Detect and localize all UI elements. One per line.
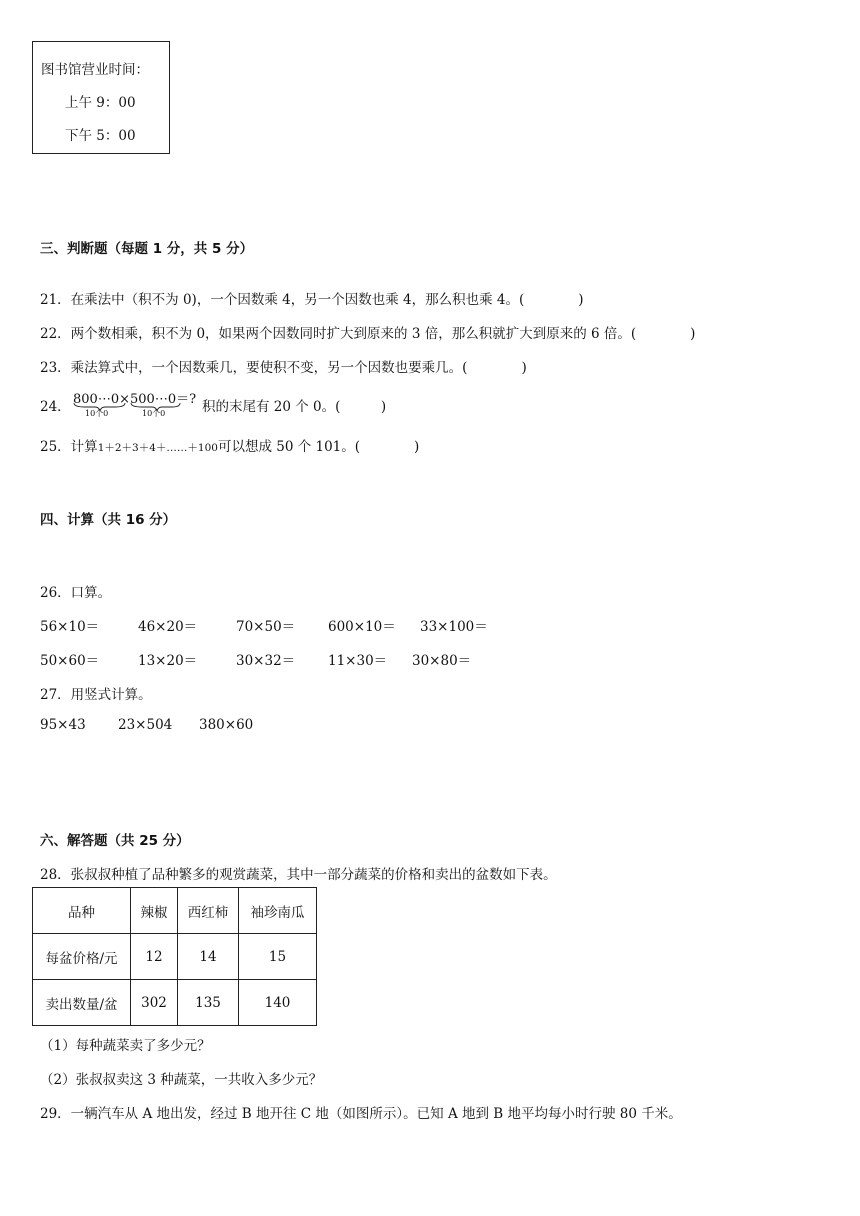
- question-24-prefix: 24．: [40, 399, 71, 415]
- question-21: 21．在乘法中（积不为 0)，一个因数乘 4，另一个因数也乘 4，那么积也乘 4。( ): [40, 292, 584, 308]
- question-25-prefix: 25．计算: [40, 439, 98, 455]
- table-cell: 15: [239, 934, 317, 980]
- question-22: 22．两个数相乘，积不为 0，如果两个因数同时扩大到原来的 3 倍，那么积就扩大到原来的 6 倍。( ): [40, 326, 696, 342]
- oral-calc-item: 600×10＝: [328, 619, 396, 635]
- section-4-heading: 四、计算（共 16 分）: [40, 512, 177, 528]
- table-cell: 14: [178, 934, 239, 980]
- question-28-part-2: （2）张叔叔卖这 3 种蔬菜，一共收入多少元？: [40, 1072, 323, 1088]
- question-25: [40, 435, 419, 455]
- table-header-cell: 西红柿: [178, 888, 239, 934]
- vertical-calc-item: 23×504: [118, 717, 173, 733]
- question-27: 27．用竖式计算。: [40, 687, 152, 703]
- table-row: [33, 888, 317, 934]
- vertical-calc-item: 95×43: [40, 717, 86, 733]
- oral-calc-item: 70×50＝: [236, 619, 296, 635]
- library-hours-box: [32, 41, 170, 154]
- oral-calc-item: 33×100＝: [420, 619, 488, 635]
- library-hours-title: 图书馆营业时间：: [41, 62, 149, 78]
- oral-calc-item: 30×32＝: [236, 653, 296, 669]
- library-hours-am: 上午 9：00: [65, 95, 136, 111]
- oral-calc-item: 30×80＝: [412, 653, 472, 669]
- question-23: 23．乘法算式中，一个因数乘几，要使积不变，另一个因数也要乘几。( ): [40, 360, 527, 376]
- q24-times: ×: [119, 392, 130, 407]
- oral-calc-item: 50×60＝: [40, 653, 100, 669]
- question-28: 28．张叔叔种植了品种繁多的观赏蔬菜，其中一部分蔬菜的价格和卖出的盆数如下表。: [40, 867, 557, 883]
- question-26: 26．口算。: [40, 585, 112, 601]
- q24-term-a: 800⋯0: [73, 392, 120, 407]
- question-28-part-1: （1）每种蔬菜卖了多少元？: [40, 1038, 211, 1054]
- table-cell: 12: [131, 934, 178, 980]
- question-29: 29．一辆汽车从 A 地出发，经过 B 地开往 C 地（如图所示）。已知 A 地到 B 地平均每小时行驶 80 千米。: [40, 1106, 682, 1122]
- table-header-cell: 辣椒: [131, 888, 178, 934]
- q24-under-a: 10个0: [85, 409, 109, 418]
- question-25-expression: 1＋2＋3＋4＋……＋100: [97, 442, 218, 454]
- oral-calc-item: 56×10＝: [40, 619, 100, 635]
- table-cell: 135: [178, 980, 239, 1026]
- question-24: [40, 395, 71, 415]
- library-hours-pm: 下午 5：00: [65, 128, 136, 144]
- oral-calc-item: 46×20＝: [138, 619, 198, 635]
- vertical-calc-item: 380×60: [199, 717, 254, 733]
- table-header-cell: 袖珍南瓜: [239, 888, 317, 934]
- table-cell: 302: [131, 980, 178, 1026]
- oral-calc-item: 13×20＝: [138, 653, 198, 669]
- table-row: [33, 980, 317, 1026]
- q24-under-b: 10个0: [142, 409, 166, 418]
- table-header-cell: 品种: [33, 888, 131, 934]
- table-cell: 140: [239, 980, 317, 1026]
- section-6-heading: 六、解答题（共 25 分）: [40, 833, 190, 849]
- oral-calc-item: 11×30＝: [328, 653, 388, 669]
- section-3-heading: 三、判断题（每题 1 分，共 5 分）: [40, 241, 254, 257]
- table-row-label: 每盆价格/元: [33, 934, 131, 980]
- vegetable-sales-table: [32, 887, 317, 1026]
- q24-equals: ＝?: [176, 392, 197, 407]
- q24-term-b: 500⋯0: [130, 392, 177, 407]
- table-row: [33, 934, 317, 980]
- table-row-label: 卖出数量/盆: [33, 980, 131, 1026]
- question-24-suffix: 积的末尾有 20 个 0。( ): [202, 399, 387, 415]
- question-25-suffix: 可以想成 50 个 101。( ): [217, 439, 420, 455]
